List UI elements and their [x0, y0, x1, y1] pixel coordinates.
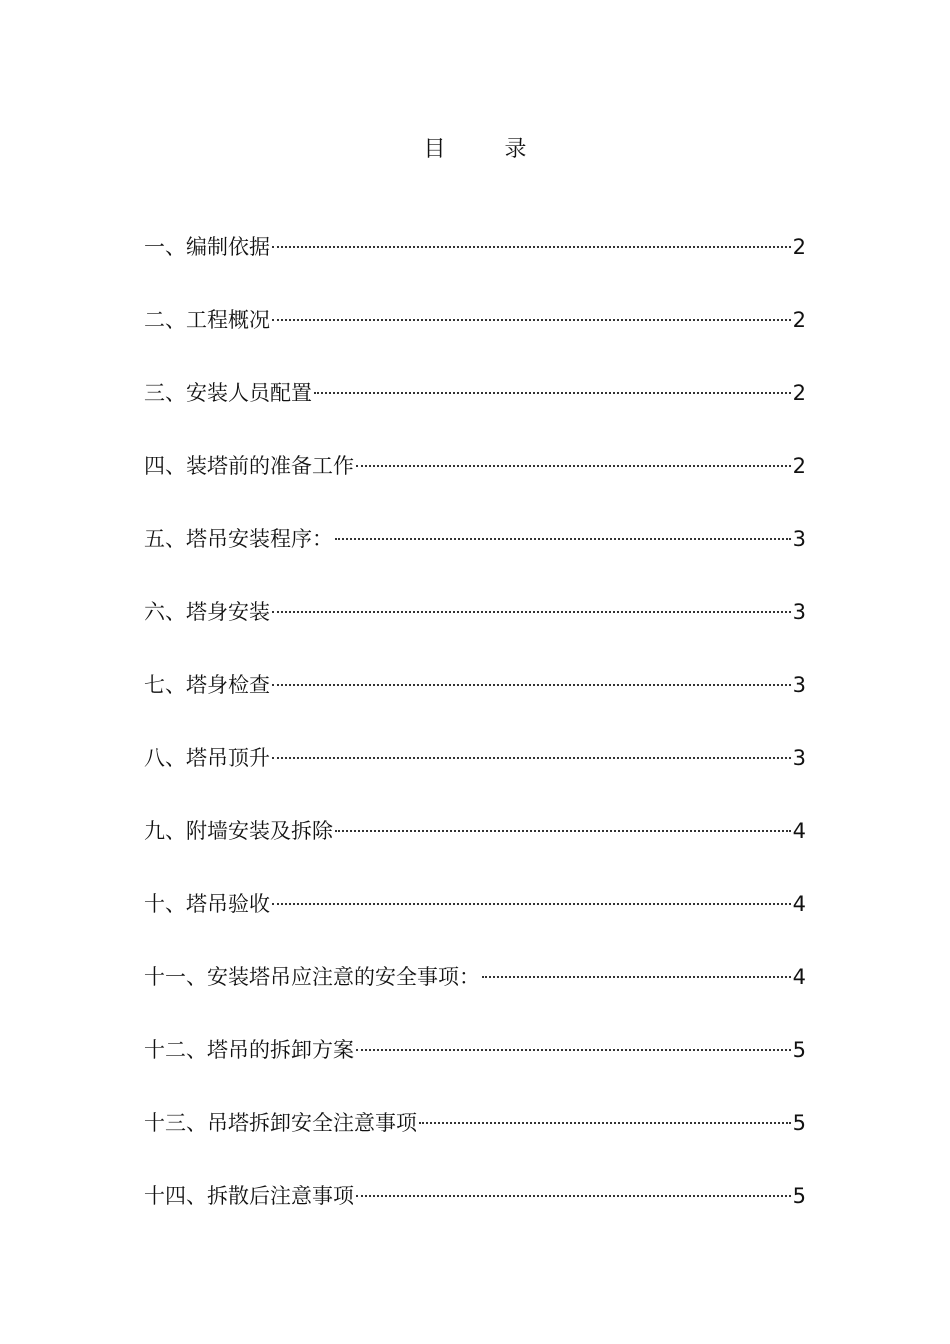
- toc-entry-label: 七、塔身检查: [144, 673, 270, 697]
- toc-entry-page: 2: [792, 381, 806, 405]
- toc-entry[interactable]: [144, 1031, 806, 1104]
- toc-entry-page: 5: [792, 1184, 806, 1208]
- toc-dot-leader: [482, 976, 791, 978]
- toc-entry[interactable]: [144, 520, 806, 593]
- toc-entry-page: 3: [792, 600, 806, 624]
- toc-entry-page: 3: [792, 673, 806, 697]
- toc-entry-label: 六、塔身安装: [144, 600, 270, 624]
- table-of-contents: [144, 228, 806, 1250]
- toc-entry-label: 三、安装人员配置: [144, 381, 312, 405]
- toc-entry-page: 2: [792, 454, 806, 478]
- toc-entry-page: 2: [792, 308, 806, 332]
- toc-entry[interactable]: [144, 812, 806, 885]
- toc-entry[interactable]: [144, 666, 806, 739]
- toc-entry[interactable]: [144, 228, 806, 301]
- toc-dot-leader: [314, 392, 791, 394]
- toc-entry-label: 十四、拆散后注意事项: [144, 1184, 354, 1208]
- toc-entry-page: 3: [792, 746, 806, 770]
- toc-entry-page: 4: [792, 819, 806, 843]
- toc-dot-leader: [335, 538, 791, 540]
- toc-entry[interactable]: [144, 739, 806, 812]
- toc-entry[interactable]: [144, 374, 806, 447]
- toc-dot-leader: [272, 246, 791, 248]
- toc-entry[interactable]: [144, 1104, 806, 1177]
- toc-entry-label: 五、塔吊安装程序：: [144, 527, 333, 551]
- toc-entry[interactable]: [144, 447, 806, 520]
- toc-dot-leader: [356, 1049, 791, 1051]
- toc-entry-label: 十二、塔吊的拆卸方案: [144, 1038, 354, 1062]
- toc-dot-leader: [335, 830, 791, 832]
- toc-entry-label: 八、塔吊顶升: [144, 746, 270, 770]
- toc-dot-leader: [419, 1122, 791, 1124]
- toc-title: 目 录: [423, 137, 553, 162]
- toc-entry[interactable]: [144, 1177, 806, 1250]
- toc-entry-page: 5: [792, 1111, 806, 1135]
- toc-dot-leader: [272, 903, 791, 905]
- toc-dot-leader: [356, 465, 791, 467]
- toc-entry-page: 2: [792, 235, 806, 259]
- toc-entry-label: 十三、吊塔拆卸安全注意事项: [144, 1111, 417, 1135]
- toc-entry[interactable]: [144, 885, 806, 958]
- toc-entry-page: 5: [792, 1038, 806, 1062]
- toc-entry-label: 九、附墙安装及拆除: [144, 819, 333, 843]
- toc-entry-label: 一、编制依据: [144, 235, 270, 259]
- toc-entry[interactable]: [144, 958, 806, 1031]
- toc-entry-label: 二、工程概况: [144, 308, 270, 332]
- toc-entry-page: 4: [792, 965, 806, 989]
- toc-entry-label: 十一、安装塔吊应注意的安全事项：: [144, 965, 480, 989]
- toc-entry[interactable]: [144, 593, 806, 666]
- toc-entry-page: 4: [792, 892, 806, 916]
- toc-entry-label: 四、装塔前的准备工作: [144, 454, 354, 478]
- toc-dot-leader: [272, 684, 791, 686]
- toc-entry[interactable]: [144, 301, 806, 374]
- toc-dot-leader: [272, 611, 791, 613]
- toc-dot-leader: [356, 1195, 791, 1197]
- toc-dot-leader: [272, 319, 791, 321]
- toc-entry-label: 十、塔吊验收: [144, 892, 270, 916]
- toc-entry-page: 3: [792, 527, 806, 551]
- toc-dot-leader: [272, 757, 791, 759]
